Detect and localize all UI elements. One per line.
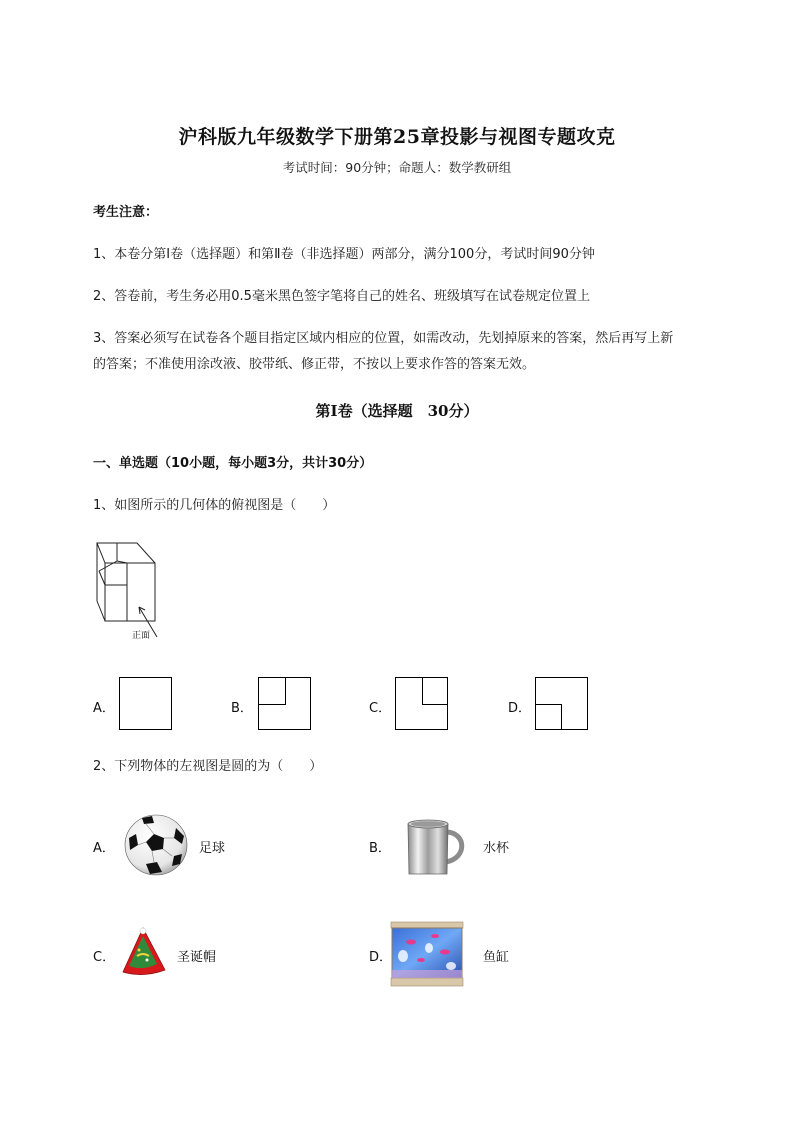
q2-option-a-label[interactable]: A． (93, 841, 115, 856)
q2-option-b-text: 水杯 (483, 841, 510, 856)
section-title: 第I卷（选择题 30分） (315, 402, 479, 420)
question-1-stem: 1、如图所示的几何体的俯视图是（ ） (93, 498, 336, 513)
q2-option-d-label[interactable]: D． (369, 950, 393, 965)
q1-option-c-figure (395, 677, 448, 730)
question-2-stem: 2、下列物体的左视图是圆的为（ ） (93, 759, 323, 774)
page-title: 沪科版九年级数学下册第25章投影与视图专题攻克 (178, 126, 616, 148)
part-heading: 一、单选题（10小题，每小题3分，共计30分） (93, 456, 373, 471)
q2-option-d-text: 鱼缸 (483, 950, 510, 965)
q2-option-c-label[interactable]: C． (93, 950, 116, 965)
front-label: 正面 (132, 631, 151, 641)
christmas-hat-icon (119, 926, 167, 978)
geometry-solid-figure (95, 543, 165, 643)
q2-option-c-text: 圣诞帽 (177, 950, 217, 965)
notice-heading: 考生注意： (93, 205, 159, 220)
notice-item-2: 2、答卷前，考生务必用0.5毫米黑色签字笔将自己的姓名、班级填写在试卷规定位置上 (93, 289, 590, 304)
q1-option-b-figure (258, 677, 311, 730)
notice-item-1: 1、本卷分第I卷（选择题）和第Ⅱ卷（非选择题）两部分，满分100分，考试时间90分钟 (93, 247, 595, 262)
q1-option-a-label[interactable]: A． (93, 701, 115, 716)
exam-info: 考试时间：90分钟；命题人：数学教研组 (282, 160, 512, 175)
q1-option-d-figure (535, 677, 588, 730)
q1-option-d-label[interactable]: D． (508, 701, 532, 716)
mug-icon (402, 818, 468, 878)
q1-option-a-figure (119, 677, 172, 730)
q1-option-b-label[interactable]: B． (231, 701, 253, 716)
notice-item-3: 3、答案必须写在试卷各个题目指定区域内相应的位置，如需改动，先划掉原来的答案，然后再写上新 (93, 331, 674, 346)
q2-option-b-label[interactable]: B． (369, 841, 391, 856)
q1-option-c-label[interactable]: C． (369, 701, 392, 716)
q2-option-a-text: 足球 (199, 841, 226, 856)
notice-item-3-cont: 的答案；不准使用涂改液、胶带纸、修正带，不按以上要求作答的答案无效。 (93, 357, 536, 372)
soccer-ball-icon (124, 814, 188, 876)
fish-tank-icon (391, 922, 463, 986)
